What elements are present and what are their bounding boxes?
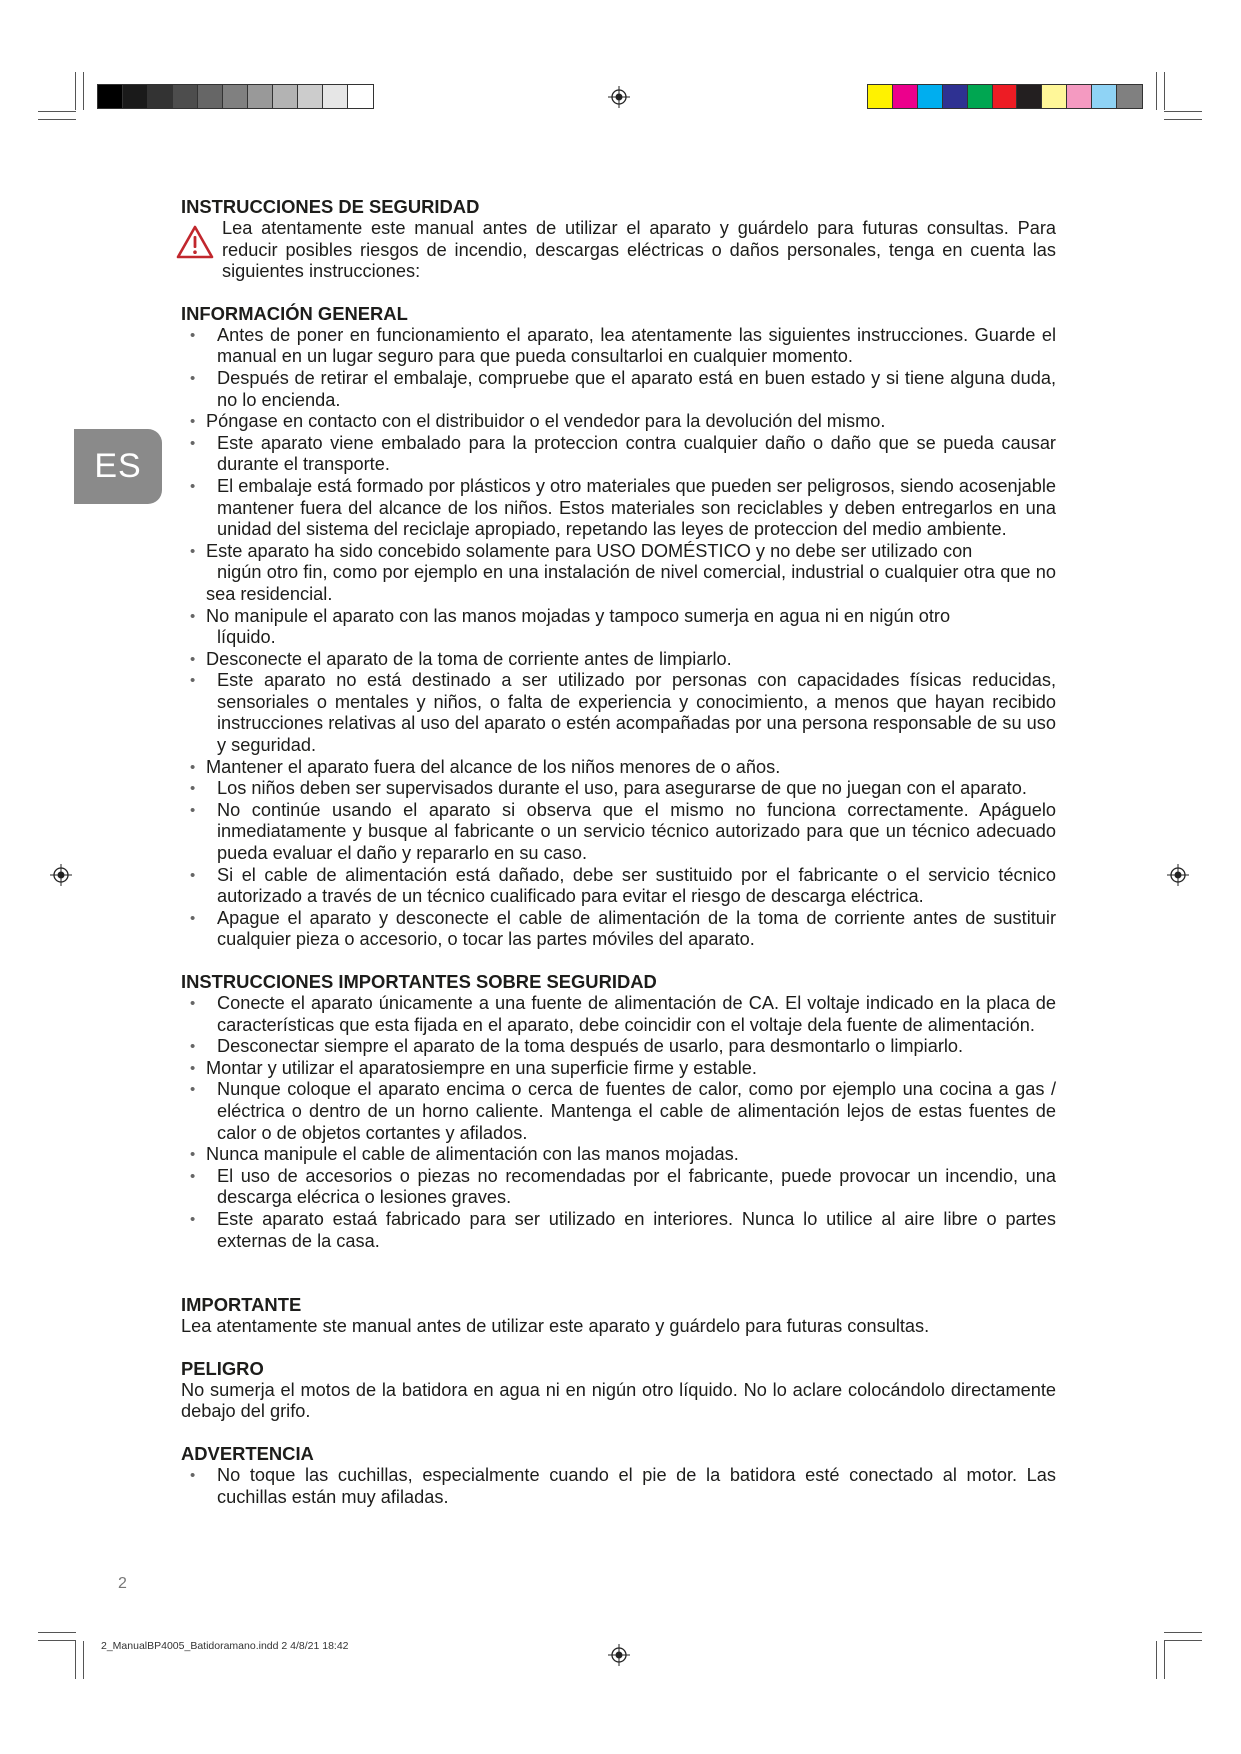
crop-mark-top-right-h (1164, 111, 1202, 112)
importante-section (181, 1294, 1056, 1338)
registration-mark-left (50, 864, 72, 886)
general-section (181, 303, 1056, 951)
crop-mark-top-left-v2 (83, 72, 84, 110)
list-item: • Desconecte el aparato de la toma de corriente antes de limpiarlo. (181, 649, 1056, 671)
crop-mark-bottom-left-v (75, 1641, 76, 1679)
list-item: • El uso de accesorios o piezas no recomendadas por el fabricante, puede provocar un incendio, una descarga elécrica o lesiones graves. (181, 1166, 1056, 1209)
list-item-continuation: líquido. (217, 627, 276, 648)
list-item: • Los niños deben ser supervisados durante el uso, para asegurarse de que no juegan con el aparato. (181, 778, 1056, 800)
crop-mark-bottom-right-v (1164, 1641, 1165, 1679)
warning-triangle-icon (175, 224, 215, 260)
peligro-section (181, 1358, 1056, 1423)
list-item: • Este aparato estaá fabricado para ser utilizado en interiores. Nunca lo utilice al aire libre o partes externas de la casa. (181, 1209, 1056, 1252)
important-safety-heading: INSTRUCCIONES IMPORTANTES SOBRE SEGURIDAD (181, 971, 657, 992)
list-item: • Antes de poner en funcionamiento el aparato, lea atentamente las siguientes instrucciones. Guarde el manual en un lugar seguro para que pueda consultarloi en cualquier momento. (181, 325, 1056, 368)
crop-mark-bottom-right-h2 (1164, 1632, 1202, 1633)
safety-section (181, 196, 1056, 283)
crop-mark-top-left-h (38, 111, 76, 112)
language-tab: ES (74, 429, 162, 504)
color-swatch (123, 85, 148, 108)
importante-heading: IMPORTANTE (181, 1294, 302, 1316)
color-swatch (98, 85, 123, 108)
important-safety-section (181, 971, 1056, 1252)
color-swatch (1067, 85, 1092, 108)
color-swatch (223, 85, 248, 108)
list-item: • El embalaje está formado por plásticos y otro materiales que pueden ser peligrosos, siendo acosenjable mantener fuera del alcance de los niños. Estos materiales son reciclables y deben entregarlos en una unidad del sistema del reciclaje apropiado, repetando las leyes de proteccion del medio ambiente. (181, 476, 1056, 541)
crop-mark-bottom-right-v2 (1156, 1641, 1157, 1679)
safety-intro (181, 218, 1056, 283)
list-item (181, 541, 1056, 606)
list-item-line: No manipule el aparato con las manos mojadas y tampoco sumerja en agua ni en nigún otro (206, 605, 951, 626)
registration-mark-bottom (608, 1644, 630, 1666)
list-item: • No toque las cuchillas, especialmente cuando el pie de la batidora esté conectado al motor. Las cuchillas están muy afiladas. (181, 1465, 1056, 1508)
list-item: • Después de retirar el embalaje, compruebe que el aparato está en buen estado y si tiene alguna duda, no lo encienda. (181, 368, 1056, 411)
page-content (181, 196, 1056, 1528)
color-swatch (198, 85, 223, 108)
crop-mark-top-right-v2 (1156, 72, 1157, 110)
crop-mark-bottom-right-h (1164, 1640, 1202, 1641)
crop-mark-top-right-h2 (1164, 119, 1202, 120)
list-item: • Este aparato viene embalado para la proteccion contra cualquier daño o daño que se pueda causar durante el transporte. (181, 433, 1056, 476)
advertencia-heading: ADVERTENCIA (181, 1442, 314, 1464)
color-swatch (918, 85, 943, 108)
color-swatch (248, 85, 273, 108)
color-swatch (943, 85, 968, 108)
list-item: • Si el cable de alimentación está dañado, debe ser sustituido por el fabricante o el servicio técnico autorizado a través de un técnico cualificado para evitar el riesgo de descarga eléctrica. (181, 865, 1056, 908)
list-item-continuation: nigún otro fin, como por ejemplo en una instalación de nivel comercial, industrial o cualquier otra que no sea residencial. (206, 562, 1056, 604)
crop-mark-top-right-v (1164, 72, 1165, 110)
list-item (181, 606, 1056, 649)
color-swatch (893, 85, 918, 108)
color-swatch (868, 85, 893, 108)
list-item: • Nunque coloque el aparato encima o cerca de fuentes de calor, como por ejemplo una cocina a gas / eléctrica o dentro de un horno caliente. Mantenga el cable de alimentación lejos de estas fuentes de calor o de objetos cortantes y afilados. (181, 1079, 1056, 1144)
general-list (181, 325, 1056, 951)
safety-heading: INSTRUCCIONES DE SEGURIDAD (181, 196, 480, 217)
important-safety-list (181, 993, 1056, 1252)
color-swatch (1042, 85, 1067, 108)
color-swatch (993, 85, 1018, 108)
crop-mark-top-left-h2 (38, 119, 76, 120)
color-swatch (323, 85, 348, 108)
color-swatch (1017, 85, 1042, 108)
list-item: • Mantener el aparato fuera del alcance de los niños menores de o años. (181, 757, 1056, 779)
general-heading: INFORMACIÓN GENERAL (181, 302, 408, 324)
list-item: • Póngase en contacto con el distribuidor o el vendedor para la devolución del mismo. (181, 411, 1056, 433)
color-swatch (968, 85, 993, 108)
color-swatch (173, 85, 198, 108)
footer-file-info: 2_ManualBP4005_Batidoramano.indd 2 4/8/21 18:42 (101, 1640, 349, 1652)
color-swatch (348, 85, 373, 108)
process-color-bar (867, 84, 1143, 109)
page-number: 2 (118, 1575, 127, 1592)
safety-intro-text: Lea atentamente este manual antes de utilizar el aparato y guárdelo para futuras consultas. Para reducir posibles riesgos de incendio, descargas eléctricas o daños personales, tenga en cuenta las siguientes instrucciones: (222, 218, 1056, 282)
registration-mark-right (1167, 864, 1189, 886)
color-swatch (298, 85, 323, 108)
list-item: • Desconectar siempre el aparato de la toma después de usarlo, para desmontarlo o limpiarlo. (181, 1036, 1056, 1058)
crop-mark-top-left-v (75, 72, 76, 110)
advertencia-list (181, 1465, 1056, 1508)
grayscale-color-bar (97, 84, 374, 109)
color-swatch (1117, 85, 1142, 108)
crop-mark-bottom-left-v2 (83, 1641, 84, 1679)
crop-mark-bottom-left-h (38, 1640, 76, 1641)
color-swatch (273, 85, 298, 108)
crop-mark-bottom-left-h2 (38, 1632, 76, 1633)
color-swatch (148, 85, 173, 108)
registration-mark-top (608, 86, 630, 108)
list-item: • Conecte el aparato únicamente a una fuente de alimentación de CA. El voltaje indicado en la placa de características que esta fijada en el aparato, debe coincidir con el voltaje dela fuente de alimentación. (181, 993, 1056, 1036)
list-item: • No continúe usando el aparato si observa que el mismo no funciona correctamente. Apáguelo inmediatamente y busque al fabricante o un servicio técnico autorizado para que un técnico adecuado pueda evaluar el daño y repararlo en su caso. (181, 800, 1056, 865)
list-item: • Nunca manipule el cable de alimentación con las manos mojadas. (181, 1144, 1056, 1166)
list-item: • Apague el aparato y desconecte el cable de alimentación de la toma de corriente antes de sustituir cualquier pieza o accesorio, o tocar las partes móviles del aparato. (181, 908, 1056, 951)
peligro-text: No sumerja el motos de la batidora en agua ni en nigún otro líquido. No lo aclare colocándolo directamente debajo del grifo. (181, 1379, 1056, 1422)
color-swatch (1092, 85, 1117, 108)
importante-text: Lea atentamente ste manual antes de utilizar este aparato y guárdelo para futuras consultas. (181, 1316, 930, 1337)
peligro-heading: PELIGRO (181, 1357, 264, 1379)
advertencia-section (181, 1443, 1056, 1508)
list-item-line: Este aparato ha sido concebido solamente para USO DOMÉSTICO y no debe ser utilizado con (206, 540, 973, 561)
list-item: • Este aparato no está destinado a ser utilizado por personas con capacidades físicas reducidas, sensoriales o mentales y niños, o falta de experiencia y conocimiento, a menos que hayan recibido instrucciones relativas al uso del aparato o estén acompañadas por una persona responsable de su uso y seguridad. (181, 670, 1056, 756)
list-item: • Montar y utilizar el aparatosiempre en una superficie firme y estable. (181, 1058, 1056, 1080)
